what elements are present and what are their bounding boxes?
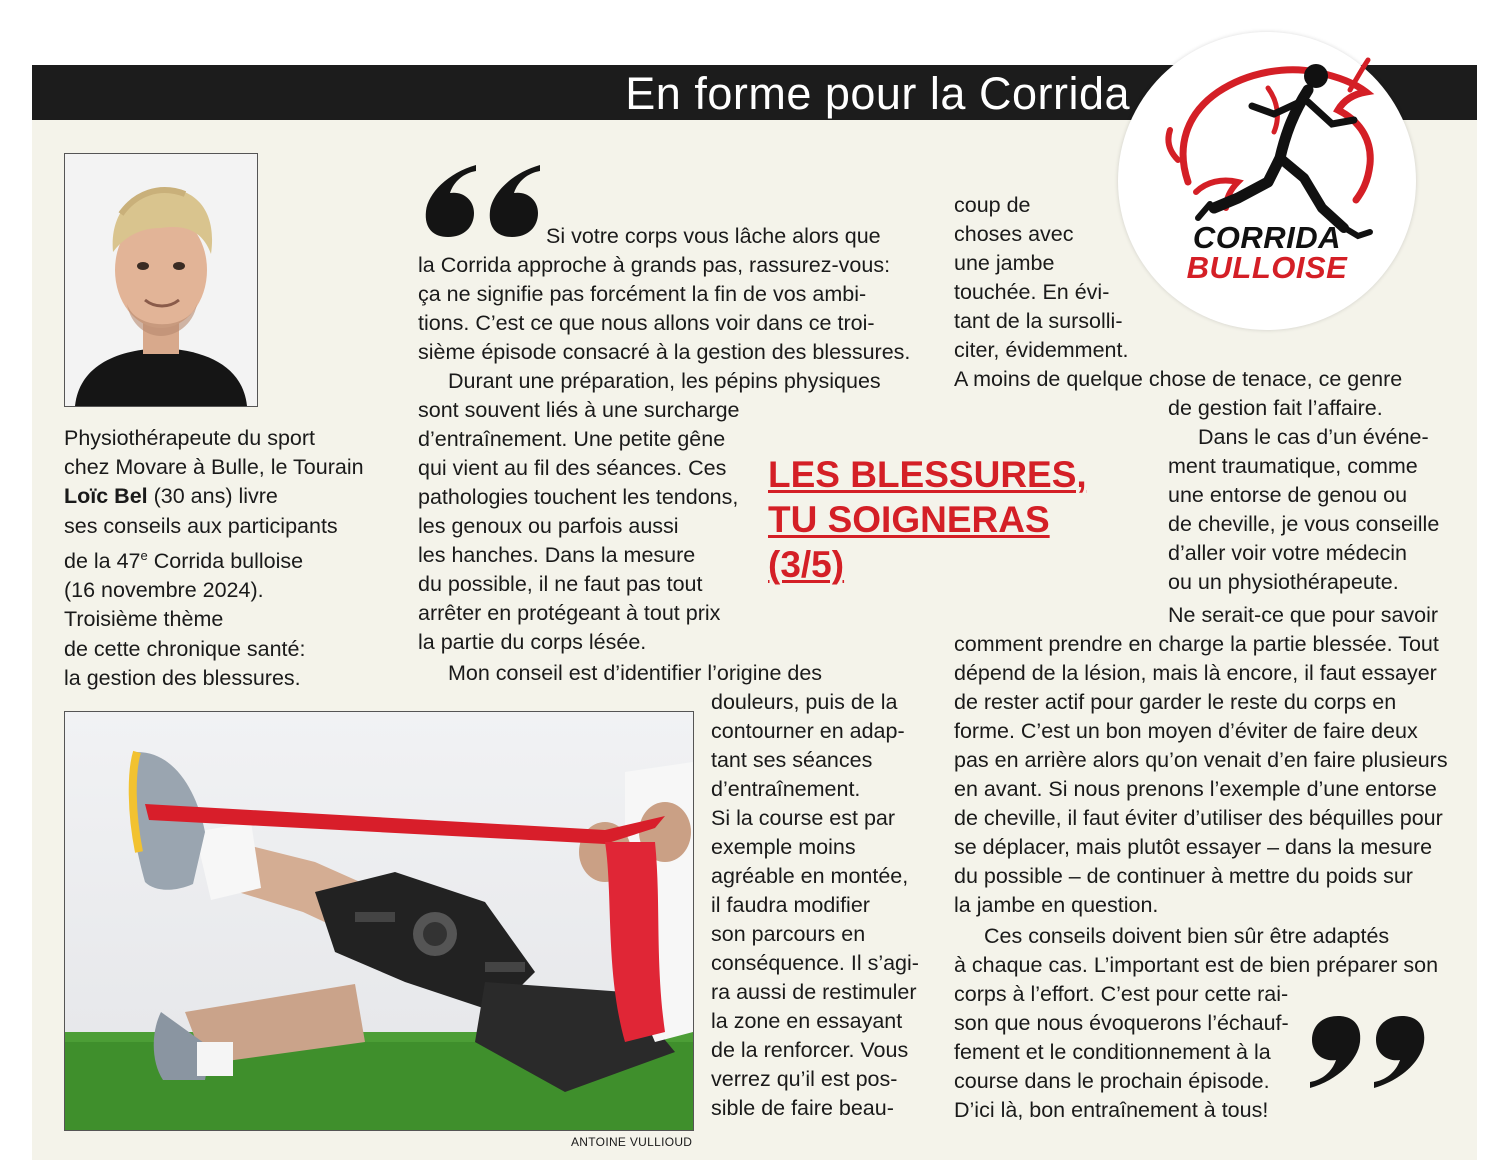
photo-credit: ANTOINE VULLIOUD — [571, 1135, 693, 1149]
text-line: la jambe en question. — [954, 893, 1159, 917]
article-headline — [768, 452, 1087, 587]
bio-line: de cette chronique santé: — [64, 636, 306, 661]
text-line: ra aussi de restimuler — [711, 980, 917, 1004]
text-line: conséquence. Il s’agi- — [711, 951, 919, 975]
text-line: douleurs, puis de la — [711, 690, 898, 714]
text-line: ça ne signifie pas forcément la fin de vos ambi- — [418, 282, 867, 306]
opening-quote-icon — [418, 145, 548, 241]
text-line: agréable en montée, — [711, 864, 909, 888]
author-bio — [64, 424, 384, 693]
text-line: Dans le cas d’un événe- — [1198, 425, 1429, 449]
text-line: en avant. Si nous prenons l’exemple d’une entorse — [954, 777, 1437, 801]
bio-text: Corrida bulloise — [147, 548, 304, 573]
headline-line: LES BLESSURES, — [768, 454, 1087, 495]
text-line: comment prendre en charge la partie blessée. Tout — [954, 632, 1439, 656]
text-line: tant ses séances — [711, 748, 873, 772]
text-line: les hanches. Dans la mesure — [418, 543, 696, 567]
text-line: la partie du corps lésée. — [418, 630, 647, 654]
text-line: tions. C’est ce que nous allons voir dans ce troi- — [418, 311, 875, 335]
text-line: de rester actif pour garder le reste du corps en — [954, 690, 1397, 714]
text-line: A moins de quelque chose de tenace, ce genre — [954, 367, 1403, 391]
bio-line — [64, 541, 384, 576]
text-line: il faudra modifier — [711, 893, 870, 917]
closing-quote-icon — [1302, 1012, 1432, 1108]
text-line: du possible – de continuer à mettre du poids sur — [954, 864, 1413, 888]
bio-text: de la 47 — [64, 548, 141, 573]
text-line: Mon conseil est d’identifier l’origine des — [448, 661, 823, 685]
text-line: une entorse de genou ou — [1168, 483, 1408, 507]
bio-line: Troisième thème — [64, 607, 224, 632]
text-line: à chaque cas. L’important est de bien préparer son — [954, 953, 1439, 977]
text-line: les genoux ou parfois aussi — [418, 514, 679, 538]
bio-line: ses conseils aux participants — [64, 513, 338, 538]
text-line: contourner en adap- — [711, 719, 905, 743]
text-line: choses avec — [954, 222, 1074, 246]
text-line: D’ici là, bon entraînement à tous! — [954, 1098, 1269, 1122]
bio-text: (30 ans) livre — [147, 484, 278, 509]
text-line: course dans le prochain épisode. — [954, 1069, 1270, 1093]
text-line: de cheville, je vous conseille — [1168, 512, 1440, 536]
text-line: Si la course est par — [711, 806, 896, 830]
bio-line: chez Movare à Bulle, le Tourain — [64, 455, 364, 480]
text-line: la zone en essayant — [711, 1009, 903, 1033]
logo-text-corrida: CORRIDA — [1192, 220, 1342, 255]
text-line: exemple moins — [711, 835, 856, 859]
ordinal-suffix: e — [140, 547, 148, 563]
author-name: Loïc Bel — [64, 484, 148, 509]
bio-line: la gestion des blessures. — [64, 665, 301, 690]
text-line: ment traumatique, comme — [1168, 454, 1418, 478]
text-line: pathologies touchent les tendons, — [418, 485, 739, 509]
text-line: de la renforcer. Vous — [711, 1038, 909, 1062]
text-line: citer, évidemment. — [954, 338, 1129, 362]
text-line: sible de faire beau- — [711, 1096, 894, 1120]
text-line: corps à l’effort. C’est pour cette rai- — [954, 982, 1289, 1006]
text-line: Durant une préparation, les pépins physiques — [448, 369, 881, 393]
text-line: de cheville, il faut éviter d’utiliser des béquilles pour — [954, 806, 1443, 830]
bio-line: (16 novembre 2024). — [64, 578, 264, 603]
logo-text-bulloise: BULLOISE — [1186, 250, 1348, 285]
text-line: tant de la sursolli- — [954, 309, 1123, 333]
corrida-bulloise-logo — [1118, 32, 1416, 330]
text-line: sont souvent liés à une surcharge — [418, 398, 740, 422]
text-line: une jambe — [954, 251, 1055, 275]
text-line: pas en arrière alors qu’on venait d’en faire plusieurs — [954, 748, 1448, 772]
text-line: la Corrida approche à grands pas, rassurez-vous: — [418, 253, 891, 277]
text-line: Ne serait-ce que pour savoir — [1168, 603, 1439, 627]
text-line: touchée. En évi- — [954, 280, 1110, 304]
text-line: son que nous évoquerons l’échauf- — [954, 1011, 1289, 1035]
text-line: d’aller voir votre médecin — [1168, 541, 1407, 565]
text-line: du possible, il ne faut pas tout — [418, 572, 703, 596]
text-line: verrez qu’il est pos- — [711, 1067, 898, 1091]
text-line: fement et le conditionnement à la — [954, 1040, 1271, 1064]
text-line: dépend de la lésion, mais là encore, il faut essayer — [954, 661, 1437, 685]
headline-line: (3/5) — [768, 544, 845, 585]
author-portrait — [64, 153, 258, 407]
text-line: d’entraînement. — [711, 777, 861, 801]
text-line: forme. C’est un bon moyen d’éviter de faire deux — [954, 719, 1418, 743]
text-line: de gestion fait l’affaire. — [1168, 396, 1383, 420]
text-line: d’entraînement. Une petite gêne — [418, 427, 726, 451]
exercise-photo — [64, 711, 694, 1131]
text-line: Ces conseils doivent bien sûr être adaptés — [984, 924, 1390, 948]
bio-line — [64, 482, 384, 511]
text-line: ou un physiothérapeute. — [1168, 570, 1399, 594]
text-line: son parcours en — [711, 922, 866, 946]
headline-line: TU SOIGNERAS — [768, 499, 1050, 540]
text-line: se déplacer, mais plutôt essayer – dans la mesure — [954, 835, 1433, 859]
page-title: En forme pour la Corrida — [625, 68, 1130, 119]
text-line: sième épisode consacré à la gestion des blessures. — [418, 340, 911, 364]
text-line: coup de — [954, 193, 1031, 217]
bio-line: Physiothérapeute du sport — [64, 426, 315, 450]
text-line: qui vient au fil des séances. Ces — [418, 456, 727, 480]
text-line: Si votre corps vous lâche alors que — [546, 224, 881, 248]
text-line: arrêter en protégeant à tout prix — [418, 601, 721, 625]
